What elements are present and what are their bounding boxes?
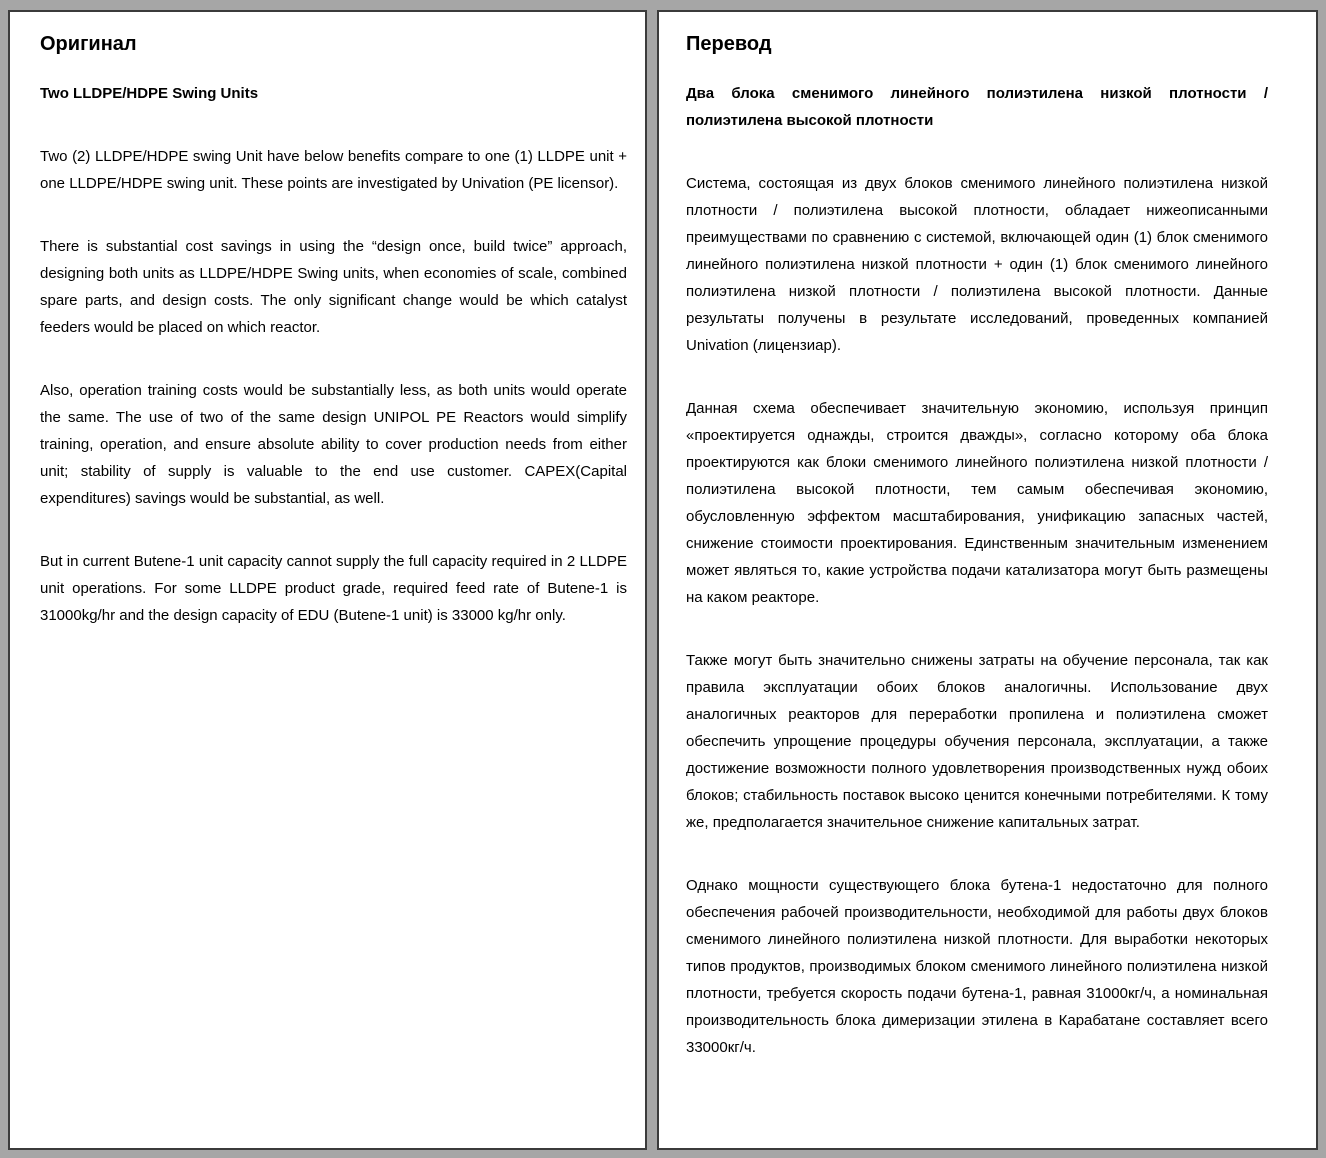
- original-paragraph-3: Also, operation training costs would be substantially less, as both units would operate the same. The use of two of the same design UNIPOL PE Reactors would simplify training, operation, and ensure absolute ability to cover production needs from either unit; stability of supply is valuable to the end use customer. CAPEX(Capital expenditures) savings would be substantial, as well.: [40, 382, 627, 507]
- translation-paragraph-2: Данная схема обеспечивает значительную экономию, используя принцип «проектируется однажды, строится дважды», согласно которому оба блока проектируются как блоки сменимого линейного полиэтилена низкой плотности / полиэтилена высокой плотности, тем самым обеспечивая экономию, обусловленную эффектом масштабирования, унификацию запасных частей, снижение стоимости проектирования. Единственным значительным изменением может являться то, какие устройства подачи катализатора могут быть размещены на каком реакторе.: [686, 400, 1268, 606]
- translation-subtitle: Два блока сменимого линейного полиэтилена низкой плотности / полиэтилена высокой плотности: [686, 85, 1268, 129]
- original-paragraph-2: There is substantial cost savings in using the “design once, build twice” approach, designing both units as LLDPE/HDPE Swing units, when economies of scale, combined spare parts, and design costs. The only significant change would be which catalyst feeders would be placed on which reactor.: [40, 238, 627, 336]
- translation-panel: [657, 10, 1318, 1150]
- translation-paragraph-1: Система, состоящая из двух блоков сменимого линейного полиэтилена низкой плотности / полиэтилена высокой плотности, обладает нижеописанными преимуществами по сравнению с системой, включающей один (1) блок сменимого линейного полиэтилена низкой плотности + один (1) блок сменимого линейного полиэтилена низкой плотности / полиэтилена высокой плотности. Данные результаты получены в результате исследований, проведенных компанией Univation (лицензиар).: [686, 175, 1268, 354]
- translation-paragraph-3: Также могут быть значительно снижены затраты на обучение персонала, так как правила эксплуатации обоих блоков аналогичны. Использование двух аналогичных реакторов для переработки пропилена и полиэтилена сможет обеспечить упрощение процедуры обучения персонала, эксплуатации, а также достижение возможности полного удовлетворения производственных нужд обоих блоков; стабильность поставок высоко ценится конечными потребителями. К тому же, предполагается значительное снижение капитальных затрат.: [686, 652, 1268, 831]
- translation-panel-title: Перевод: [686, 33, 772, 55]
- original-subtitle: Two LLDPE/HDPE Swing Units: [40, 85, 259, 102]
- original-paragraph-1: Two (2) LLDPE/HDPE swing Unit have below benefits compare to one (1) LLDPE unit + one LLDPE/HDPE swing unit. These points are investigated by Univation (PE licensor).: [40, 148, 627, 192]
- translation-paragraph-4: Однако мощности существующего блока бутена-1 недостаточно для полного обеспечения рабочей производительности, необходимой для работы двух блоков сменимого линейного полиэтилена низкой плотности. Для выработки некоторых типов продуктов, производимых блоком сменимого линейного полиэтилена низкой плотности, требуется скорость подачи бутена-1, равная 31000кг/ч, а номинальная производительность блока димеризации этилена в Карабатане составляет всего 33000кг/ч.: [686, 877, 1268, 1056]
- original-paragraph-4: But in current Butene-1 unit capacity cannot supply the full capacity required in 2 LLDPE unit operations. For some LLDPE product grade, required feed rate of Butene-1 is 31000kg/hr and the design capacity of EDU (Butene-1 unit) is 33000 kg/hr only.: [40, 553, 627, 624]
- original-panel-title: Оригинал: [40, 33, 137, 55]
- original-panel: [8, 10, 647, 1150]
